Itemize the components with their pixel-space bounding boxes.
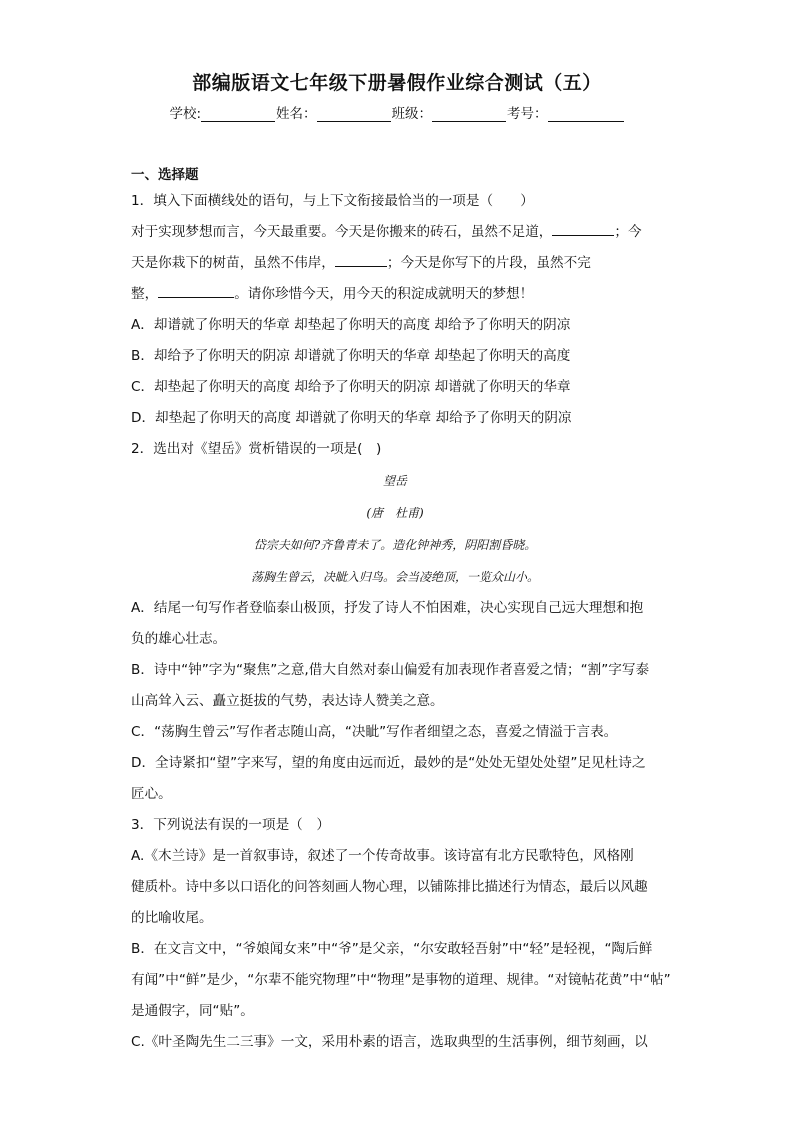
option-a[interactable]: A.《木兰诗》是一首叙事诗，叙述了一个传奇故事。该诗富有北方民歌特色，风格刚	[131, 848, 634, 864]
poem-line: 岱宗夫如何?齐鲁青未了。造化钟神秀，阴阳割昏晓。	[253, 538, 537, 552]
poem-line: 荡胸生曾云，决眦入归鸟。会当凌绝顶，一览众山小。	[250, 570, 539, 584]
option-d[interactable]: D．却垫起了你明天的高度 却谱就了你明天的华章 却给予了你明天的阴凉	[131, 410, 572, 426]
question-2	[131, 434, 659, 810]
question-stem: 2．选出对《望岳》赏析错误的一项是( )	[131, 441, 382, 457]
option-a-cont: 的比喻收尾。	[131, 910, 213, 926]
passage-text: 整，	[131, 286, 159, 302]
question-stem: 1．填入下面横线处的语句，与上下文衔接最恰当的一项是（ ）	[131, 193, 534, 209]
passage-line	[131, 248, 659, 279]
option-b-cont: 是通假字，同“贴”。	[131, 1003, 254, 1019]
passage-text: ；今天是你写下的片段，虽然不完	[386, 255, 591, 271]
passage-text: 对于实现梦想而言，今天最重要。今天是你搬来的砖石，虽然不足道，	[131, 224, 553, 240]
option-b[interactable]: B．却给予了你明天的阴凉 却谱就了你明天的华章 却垫起了你明天的高度	[131, 348, 571, 364]
option-b[interactable]: B．诗中“钟”字为“聚焦”之意,借大自然对泰山偏爱有加表现作者喜爱之情；“割”字写泰	[131, 662, 650, 678]
passage-text: ；今	[614, 224, 642, 240]
number-label: 考号：	[507, 106, 548, 122]
option-d-cont: 匠心。	[131, 786, 172, 802]
question-stem: 3．下列说法有误的一项是（ ）	[131, 817, 330, 833]
fill-blank[interactable]	[552, 220, 614, 236]
school-blank[interactable]	[201, 107, 275, 122]
class-label: 班级：	[391, 106, 433, 122]
option-a-cont: 负的雄心壮志。	[131, 631, 227, 647]
section-heading: 一、选择题	[131, 167, 199, 183]
school-label: 学校:	[169, 106, 202, 122]
page-title: 部编版语文七年级下册暑假作业综合测试（五）	[192, 72, 602, 94]
name-blank[interactable]	[317, 107, 391, 122]
question-1	[131, 186, 659, 434]
option-b-cont: 有闻”中“鲜”是少，“尔辈不能究物理”中“物理”是事物的道理、规律。“对镜帖花黄”中“帖”	[131, 972, 671, 988]
student-info-row	[0, 102, 794, 122]
option-b[interactable]: B．在文言文中，“爷娘闻女来”中“爷”是父亲，“尔安敢轻吾射”中“轻”是轻视，“陶后鲜	[131, 941, 653, 957]
option-c[interactable]: C．却垫起了你明天的高度 却给予了你明天的阴凉 却谱就了你明天的华章	[131, 379, 571, 395]
passage-line	[131, 217, 659, 248]
passage-line	[131, 279, 659, 310]
fill-blank[interactable]	[335, 251, 387, 267]
passage-text: 。请你珍惜今天，用今天的积淀成就明天的梦想！	[234, 286, 534, 302]
fill-blank[interactable]	[158, 282, 234, 298]
poem-title: 望岳	[382, 474, 407, 488]
passage-text: 天是你栽下的树苗，虽然不伟岸，	[131, 255, 335, 271]
option-a[interactable]: A．结尾一句写作者登临泰山极顶，抒发了诗人不怕困难，决心实现自己远大理想和抱	[131, 600, 644, 616]
option-a[interactable]: A．却谱就了你明天的华章 却垫起了你明天的高度 却给予了你明天的阴凉	[131, 317, 571, 333]
option-a-cont: 健质朴。诗中多以口语化的问答刻画人物心理，以铺陈排比描述行为情态，最后以风趣	[131, 879, 648, 895]
exam-content	[131, 164, 671, 1058]
class-blank[interactable]	[432, 107, 506, 122]
option-b-cont: 山高耸入云、矗立挺拔的气势，表达诗人赞美之意。	[131, 693, 444, 709]
option-c[interactable]: C.《叶圣陶先生二三事》一文，采用朴素的语言，选取典型的生活事例，细节刻画，以	[131, 1034, 648, 1050]
name-label: 姓名：	[276, 106, 317, 122]
option-d[interactable]: D．全诗紧扣“望”字来写，望的角度由远而近，最妙的是“处处无望处处望”足见杜诗之	[131, 755, 646, 771]
option-c[interactable]: C．“荡胸生曾云”写作者志随山高，“决眦”写作者细望之态，喜爱之情溢于言表。	[131, 724, 618, 740]
number-blank[interactable]	[548, 107, 624, 122]
question-3	[131, 810, 671, 1058]
poem-author: (唐 杜甫)	[366, 506, 424, 520]
